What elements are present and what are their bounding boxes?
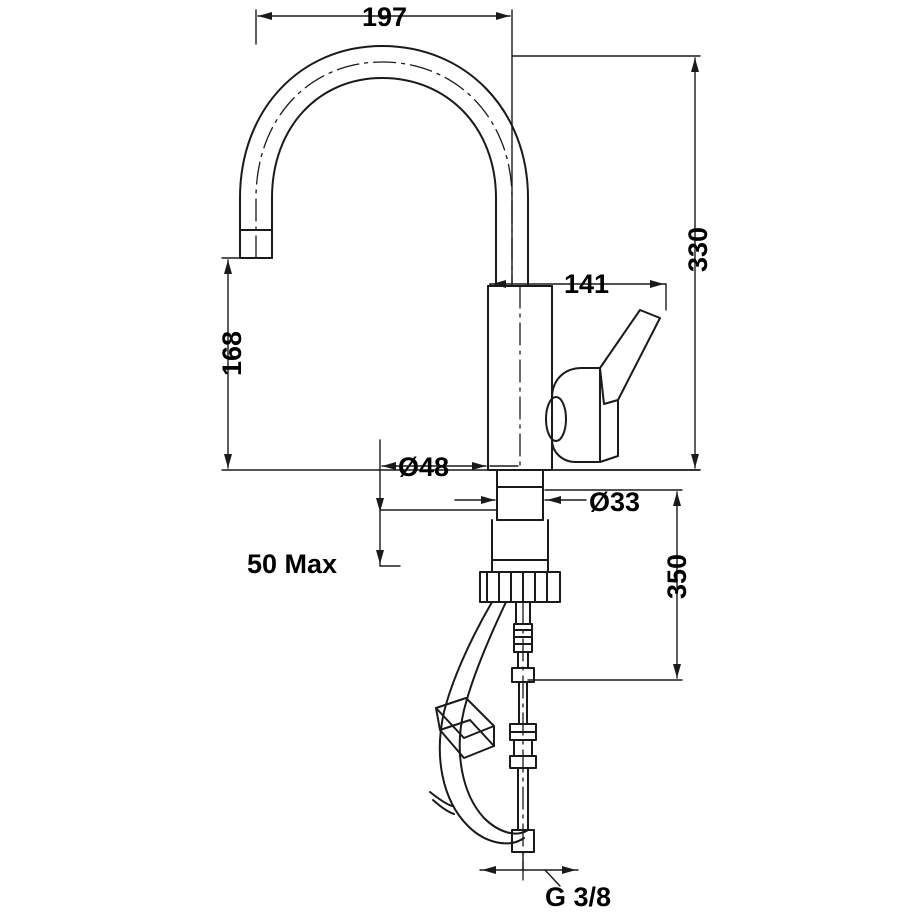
dimension-label-hose-length: 350 xyxy=(662,553,693,600)
dimension-label-max-thickness: 50 Max xyxy=(247,549,338,579)
faucet-shank xyxy=(497,470,543,520)
faucet-spout-outline xyxy=(240,46,528,286)
faucet-body xyxy=(488,286,552,470)
dimension-label-width-top: 197 xyxy=(362,2,408,32)
dimension-label-total-height: 330 xyxy=(683,226,714,273)
dimension-label-spout-height: 168 xyxy=(217,330,248,377)
fixing-plate xyxy=(480,572,560,602)
dimension-label-shank-diameter: Ø33 xyxy=(589,487,641,517)
mounting-nut xyxy=(492,520,548,572)
spout-centerline xyxy=(256,62,512,286)
dimension-arrowheads xyxy=(224,12,699,874)
dimension-label-thread-size: G 3/8 xyxy=(545,882,612,912)
faucet-handle xyxy=(546,310,660,462)
dimension-label-handle-height: 141 xyxy=(564,269,610,299)
dimension-label-base-diameter: Ø48 xyxy=(398,452,450,482)
